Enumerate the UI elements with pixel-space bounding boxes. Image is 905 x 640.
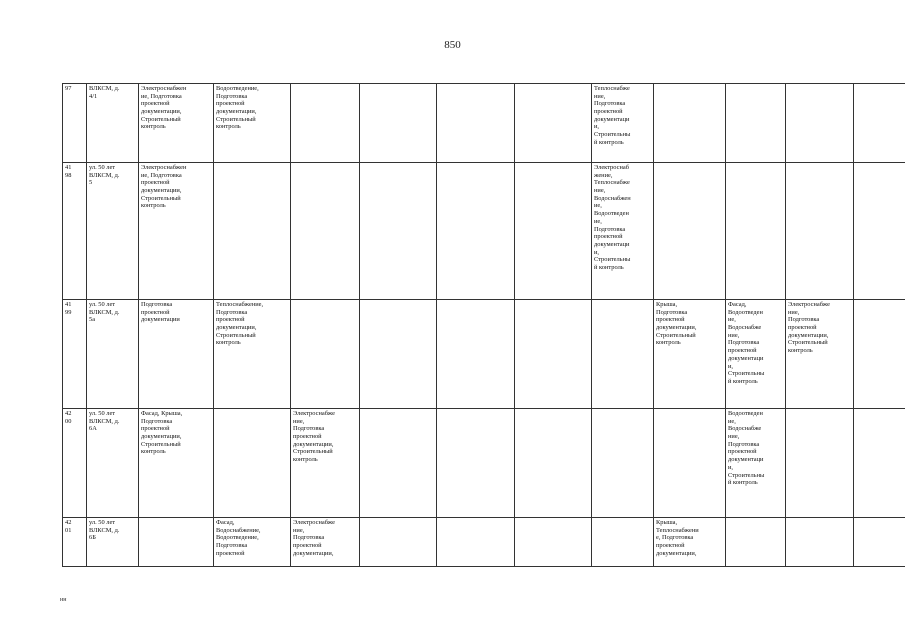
address-cell: ВЛКСМ, д. 4/1	[87, 84, 139, 163]
table-cell	[854, 84, 905, 163]
page-number: 850	[444, 39, 461, 51]
table-cell: Подготовка проектной документации	[139, 300, 214, 409]
table-cell	[592, 409, 654, 518]
table-cell	[786, 409, 854, 518]
table-row	[63, 84, 905, 163]
table-cell	[437, 409, 515, 518]
table-cell	[515, 300, 592, 409]
table-cell	[214, 409, 291, 518]
table-cell: Фасад, Крыша, Подготовка проектной документации, Строительный контроль	[139, 409, 214, 518]
address-cell: ул. 50 лет ВЛКСМ, д. 6Б	[87, 518, 139, 567]
table-cell	[854, 518, 905, 567]
table-cell	[654, 84, 726, 163]
table-row	[63, 300, 905, 409]
table-cell: Фасад, Водоотведен ие, Водоснабже ние, Подготовка проектной документаци и, Строительны й контроль	[726, 300, 786, 409]
table-cell	[786, 163, 854, 300]
table-cell	[139, 518, 214, 567]
table-cell	[515, 518, 592, 567]
table-row	[63, 518, 905, 567]
table-cell	[437, 300, 515, 409]
table-row	[63, 163, 905, 300]
table-cell: Водоотведен ие, Водоснабже ние, Подготовка проектной документаци и, Строительны й контроль	[726, 409, 786, 518]
address-cell: ул. 50 лет ВЛКСМ, д. 6А	[87, 409, 139, 518]
table-cell: Электроснабже ние, Подготовка проектной документации,	[291, 518, 360, 567]
table-cell: Теплоснабжение, Подготовка проектной документации, Строительный контроль	[214, 300, 291, 409]
table-cell: Электроснаб жение, Теплоснабже ние, Водоснабжен ие, Водоотведен ие, Подготовка проектной документаци и, Строительны й контроль	[592, 163, 654, 300]
table-cell	[437, 163, 515, 300]
row-number-cell: 42 00	[63, 409, 87, 518]
table-cell	[360, 518, 437, 567]
table-cell	[592, 300, 654, 409]
table-cell	[360, 409, 437, 518]
table-row	[63, 409, 905, 518]
table-cell	[291, 84, 360, 163]
table-cell	[654, 409, 726, 518]
row-number-cell: 41 99	[63, 300, 87, 409]
table-cell	[786, 84, 854, 163]
table-cell: Теплоснабже ние, Подготовка проектной документаци и, Строительны й контроль	[592, 84, 654, 163]
table-cell	[515, 409, 592, 518]
table-cell	[515, 163, 592, 300]
table-cell	[291, 163, 360, 300]
address-cell: ул. 50 лет ВЛКСМ, д. 5	[87, 163, 139, 300]
table-cell	[726, 518, 786, 567]
footer-note: нн	[60, 597, 67, 603]
table-cell	[726, 163, 786, 300]
table-cell	[654, 163, 726, 300]
table-cell: Электроснабже ние, Подготовка проектной документации, Строительный контроль	[786, 300, 854, 409]
table-cell	[437, 84, 515, 163]
table-cell: Водоотведение, Подготовка проектной документации, Строительный контроль	[214, 84, 291, 163]
table-cell: Крыша, Подготовка проектной документации, Строительный контроль	[654, 300, 726, 409]
repair-schedule-table	[62, 83, 905, 567]
row-number-cell: 42 01	[63, 518, 87, 567]
table-cell	[726, 84, 786, 163]
table-cell	[360, 84, 437, 163]
table-cell: Фасад, Водоснабжение, Водоотведение, Подготовка проектной	[214, 518, 291, 567]
table-cell	[854, 300, 905, 409]
row-number-cell: 97	[63, 84, 87, 163]
table-cell	[291, 300, 360, 409]
row-number-cell: 41 98	[63, 163, 87, 300]
address-cell: ул. 50 лет ВЛКСМ, д. 5а	[87, 300, 139, 409]
table-cell: Электроснабже ние, Подготовка проектной документации, Строительный контроль	[291, 409, 360, 518]
table-cell	[214, 163, 291, 300]
table-cell: Электроснабжен ие, Подготовка проектной документации, Строительный контроль	[139, 163, 214, 300]
table-cell	[437, 518, 515, 567]
table-cell: Крыша, Теплоснабжени е, Подготовка проектной документации,	[654, 518, 726, 567]
table-cell	[786, 518, 854, 567]
table-cell	[360, 300, 437, 409]
table-cell: Электроснабжен ие, Подготовка проектной документации, Строительный контроль	[139, 84, 214, 163]
table-cell	[854, 409, 905, 518]
table-cell	[360, 163, 437, 300]
table-cell	[592, 518, 654, 567]
table-cell	[515, 84, 592, 163]
table-cell	[854, 163, 905, 300]
